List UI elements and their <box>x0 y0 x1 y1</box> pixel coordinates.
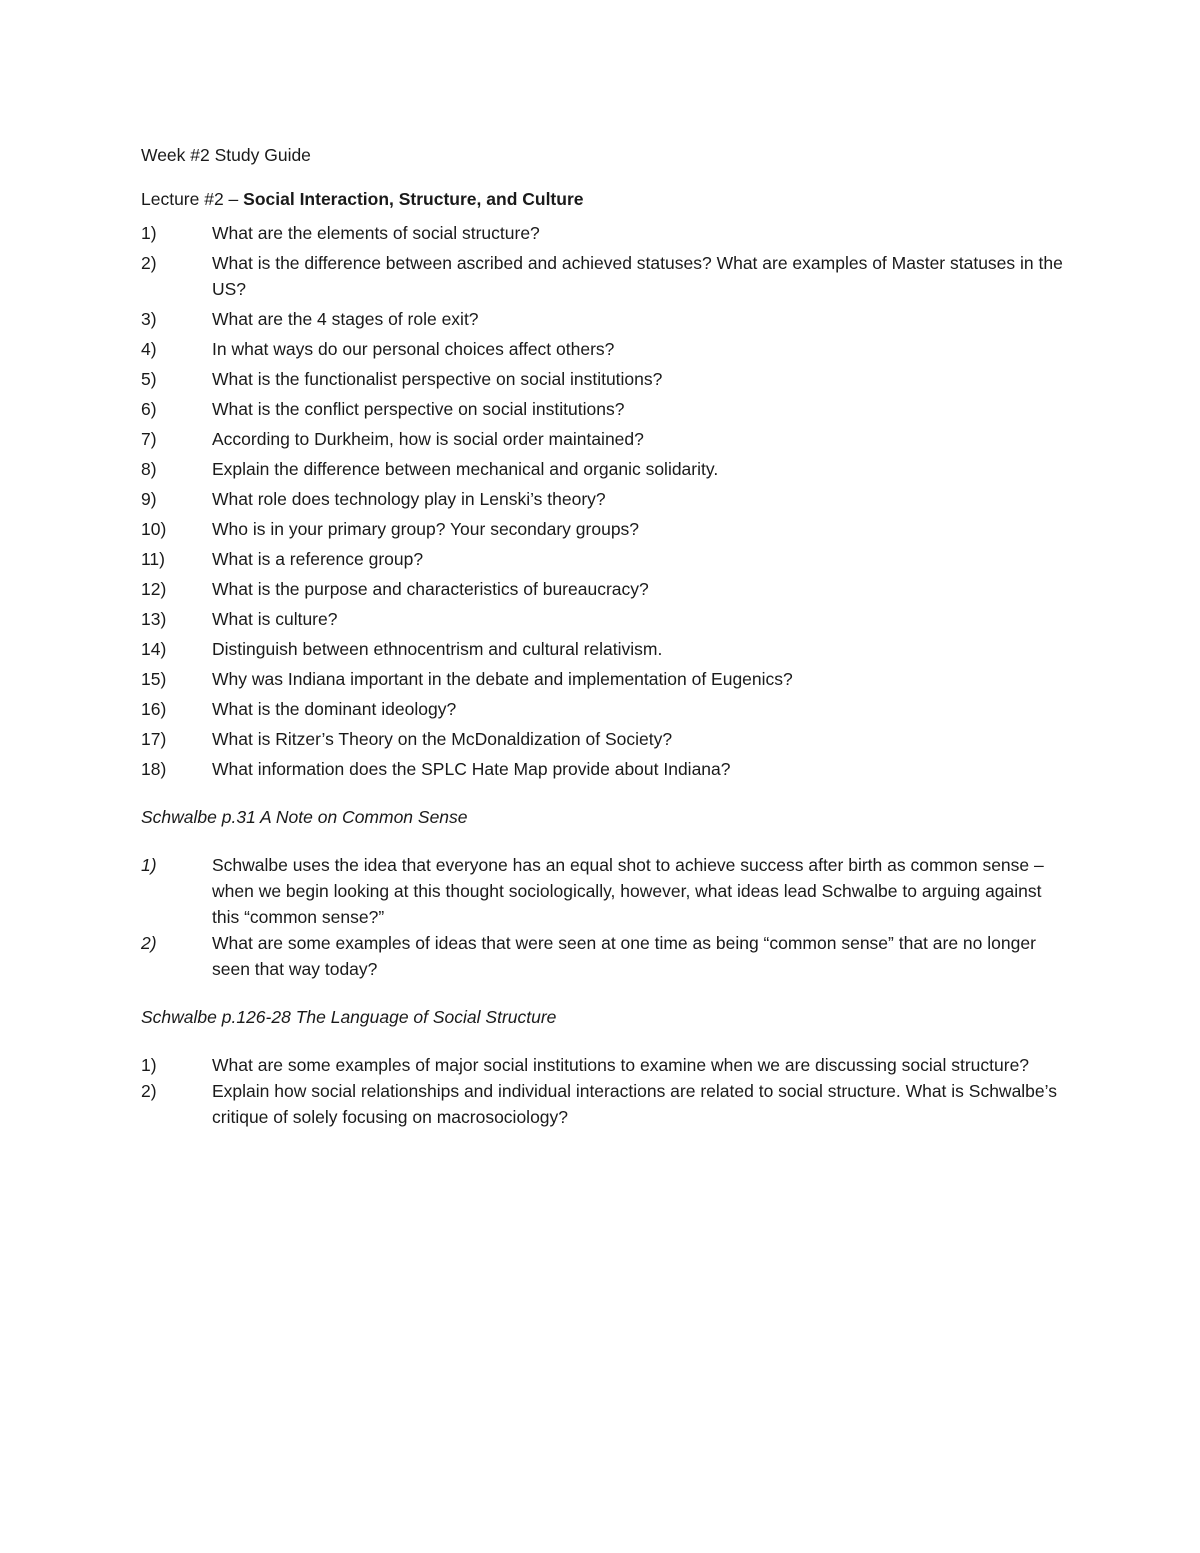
question-item <box>141 696 1071 722</box>
question-number: 16) <box>141 699 167 719</box>
question-number: 2) <box>141 253 157 273</box>
question-item <box>141 726 1071 752</box>
question-text: What are some examples of major social institutions to examine when we are discussing social structure? <box>212 1055 1030 1075</box>
question-item <box>141 516 1071 542</box>
question-text: What is a reference group? <box>212 549 424 569</box>
question-number: 13) <box>141 609 167 629</box>
document-body <box>141 142 1071 1130</box>
question-number: 1) <box>141 223 157 243</box>
question-text: Who is in your primary group? Your secondary groups? <box>212 519 640 539</box>
question-text: Why was Indiana important in the debate and implementation of Eugenics? <box>212 669 793 689</box>
question-number: 8) <box>141 459 157 479</box>
question-item <box>141 666 1071 692</box>
question-number: 10) <box>141 519 167 539</box>
question-item <box>141 426 1071 452</box>
page-title: Week #2 Study Guide <box>141 145 311 165</box>
question-text: What is the conflict perspective on social institutions? <box>212 399 625 419</box>
question-number: 18) <box>141 759 167 779</box>
question-item <box>141 606 1071 632</box>
question-number: 15) <box>141 669 167 689</box>
social-structure-question-list <box>141 1052 1071 1130</box>
question-item <box>141 306 1071 332</box>
question-item <box>141 396 1071 422</box>
question-text: What role does technology play in Lenski’s theory? <box>212 489 606 509</box>
question-number: 12) <box>141 579 167 599</box>
question-number: 9) <box>141 489 157 509</box>
question-item <box>141 486 1071 512</box>
question-text: What is the difference between ascribed and achieved statuses? What are examples of Master statuses in the US? <box>212 253 1063 299</box>
question-number: 2) <box>141 933 157 953</box>
question-item <box>141 250 1071 302</box>
question-text: Explain how social relationships and individual interactions are related to social structure. What is Schwalbe’s critique of solely focusing on macrosociology? <box>212 1081 1057 1127</box>
question-text: Distinguish between ethnocentrism and cultural relativism. <box>212 639 663 659</box>
question-number: 1) <box>141 855 157 875</box>
question-item <box>141 366 1071 392</box>
question-item <box>141 1078 1071 1130</box>
question-number: 17) <box>141 729 167 749</box>
question-text: According to Durkheim, how is social order maintained? <box>212 429 644 449</box>
question-number: 11) <box>141 549 165 569</box>
question-number: 2) <box>141 1081 157 1101</box>
question-text: What are the elements of social structure? <box>212 223 540 243</box>
question-item <box>141 930 1071 982</box>
question-number: 3) <box>141 309 157 329</box>
question-text: What is culture? <box>212 609 338 629</box>
lecture-title: Social Interaction, Structure, and Culture <box>243 189 584 209</box>
question-item <box>141 336 1071 362</box>
question-number: 6) <box>141 399 157 419</box>
question-item <box>141 576 1071 602</box>
question-item <box>141 756 1071 782</box>
question-text: What are the 4 stages of role exit? <box>212 309 479 329</box>
question-item <box>141 546 1071 572</box>
question-item <box>141 456 1071 482</box>
question-text: What information does the SPLC Hate Map provide about Indiana? <box>212 759 731 779</box>
question-text: What is the dominant ideology? <box>212 699 457 719</box>
question-number: 1) <box>141 1055 157 1075</box>
question-number: 4) <box>141 339 157 359</box>
question-number: 14) <box>141 639 167 659</box>
question-item <box>141 852 1071 930</box>
question-number: 7) <box>141 429 157 449</box>
section-heading-common-sense: Schwalbe p.31 A Note on Common Sense <box>141 807 468 827</box>
lecture-prefix: Lecture #2 – <box>141 189 244 209</box>
question-item <box>141 220 1071 246</box>
lecture-heading <box>141 186 1071 216</box>
question-text: What is the functionalist perspective on social institutions? <box>212 369 663 389</box>
question-text: In what ways do our personal choices affect others? <box>212 339 615 359</box>
question-text: Schwalbe uses the idea that everyone has an equal shot to achieve success after birth as common sense – when we begin looking at this thought sociologically, however, what ideas lead Schwalbe to arguing against this “common sense?” <box>212 855 1044 927</box>
question-number: 5) <box>141 369 157 389</box>
question-text: What is the purpose and characteristics of bureaucracy? <box>212 579 649 599</box>
question-text: What are some examples of ideas that were seen at one time as being “common sense” that are no longer seen that way today? <box>212 933 1036 979</box>
question-text: What is Ritzer’s Theory on the McDonaldization of Society? <box>212 729 673 749</box>
section-heading-social-structure: Schwalbe p.126-28 The Language of Social Structure <box>141 1007 557 1027</box>
question-item <box>141 636 1071 662</box>
question-text: Explain the difference between mechanical and organic solidarity. <box>212 459 719 479</box>
question-item <box>141 1052 1071 1078</box>
common-sense-question-list <box>141 852 1071 982</box>
lecture-question-list <box>141 220 1071 782</box>
